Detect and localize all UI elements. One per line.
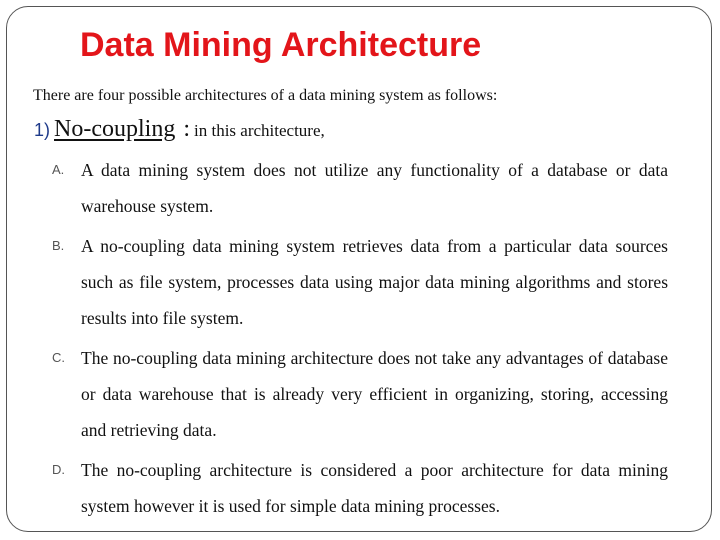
list-item	[52, 452, 668, 524]
bullet-list	[52, 152, 668, 524]
section-heading	[34, 116, 325, 143]
list-item	[52, 340, 668, 448]
list-item	[52, 228, 668, 336]
intro-text: There are four possible architectures of a data mining system as follows:	[33, 87, 498, 104]
list-marker: B.	[52, 238, 65, 253]
section-subtitle: in this architecture,	[194, 121, 325, 140]
section-number: 1)	[34, 120, 51, 140]
list-item-text: A no-coupling data mining system retrieves data from a particular data sources such as file system, processes data using major data mining algorithms and stores results into file system.	[81, 236, 668, 328]
list-marker: A.	[52, 162, 65, 177]
list-marker: D.	[52, 462, 65, 477]
section-title: No-coupling	[54, 116, 176, 142]
slide-title: Data Mining Architecture	[80, 26, 482, 64]
list-item-text: A data mining system does not utilize any functionality of a database or data warehouse system.	[81, 160, 668, 216]
list-item-text: The no-coupling data mining architecture does not take any advantages of database or data warehouse that is already very efficient in organizing, storing, accessing and retrieving data.	[81, 348, 668, 440]
section-colon: :	[183, 116, 190, 142]
list-marker: C.	[52, 350, 65, 365]
list-item	[52, 152, 668, 224]
list-item-text: The no-coupling architecture is considered a poor architecture for data mining system however it is used for simple data mining processes.	[81, 460, 668, 516]
